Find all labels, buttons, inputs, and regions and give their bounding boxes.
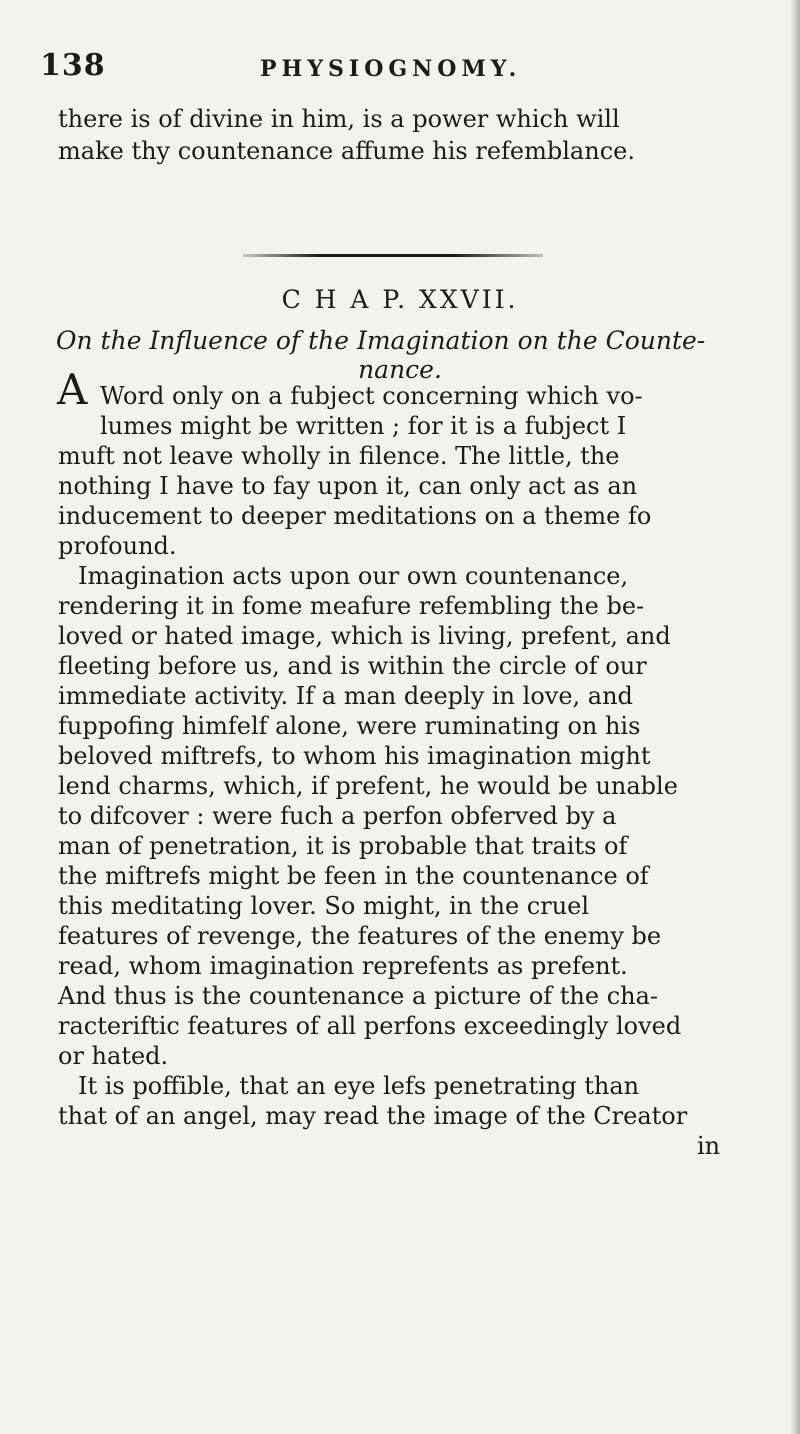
body-line: that of an angel, may read the image of the Creator	[58, 1102, 688, 1130]
page-header	[40, 48, 740, 88]
body-line: fleeting before us, and is within the circle of our	[58, 652, 647, 680]
chapter-title-line-2: nance.	[358, 355, 442, 384]
body-line: racteriftic features of all perfons exceedingly loved	[58, 1012, 682, 1040]
body-line: And thus is the countenance a picture of the cha-	[58, 982, 659, 1010]
body-line: lend charms, which, if prefent, he would be unable	[58, 772, 678, 800]
body-line: features of revenge, the features of the enemy be	[58, 922, 662, 950]
body-line: immediate activity. If a man deeply in love, and	[58, 682, 633, 710]
body-line: inducement to deeper meditations on a theme fo	[58, 502, 652, 530]
body-line: lumes might be written ; for it is a fubject I	[100, 412, 627, 440]
body-line: read, whom imagination reprefents as prefent.	[58, 952, 628, 980]
carryover-line: there is of divine in him, is a power which will	[58, 105, 620, 133]
section-divider-rule	[243, 254, 543, 257]
page-number: 138	[40, 48, 106, 83]
body-line: rendering it in fome meafure refembling the be-	[58, 592, 645, 620]
body-line: It is poffible, that an eye lefs penetrating than	[78, 1072, 640, 1100]
body-line: muft not leave wholly in filence. The little, the	[58, 442, 620, 470]
body-line: nothing I have to fay upon it, can only act as an	[58, 472, 638, 500]
body-line: this meditating lover. So might, in the cruel	[58, 892, 590, 920]
running-head: PHYSIOGNOMY.	[260, 56, 522, 82]
catchword: in	[697, 1132, 721, 1160]
page-edge-shadow	[790, 0, 800, 1434]
chapter-heading: C H A P. XXVII.	[281, 285, 519, 314]
chapter-title-line-1: On the Influence of the Imagination on the Counte-	[56, 326, 706, 355]
body-line: man of penetration, it is probable that traits of	[58, 832, 628, 860]
body-line: or hated.	[58, 1042, 169, 1070]
body-line: profound.	[58, 532, 177, 560]
body-line: fuppofing himfelf alone, were ruminating on his	[58, 712, 641, 740]
drop-cap: A	[57, 365, 88, 414]
body-line: Imagination acts upon our own countenance,	[78, 562, 629, 590]
carryover-line: make thy countenance affume his refemblance.	[58, 137, 635, 165]
body-line: the miftrefs might be feen in the countenance of	[58, 862, 649, 890]
body-line: to difcover : were fuch a perfon obferved by a	[58, 802, 617, 830]
body-line: beloved miftrefs, to whom his imagination might	[58, 742, 651, 770]
body-line: Word only on a fubject concerning which vo-	[100, 382, 643, 410]
body-line: loved or hated image, which is living, prefent, and	[58, 622, 671, 650]
